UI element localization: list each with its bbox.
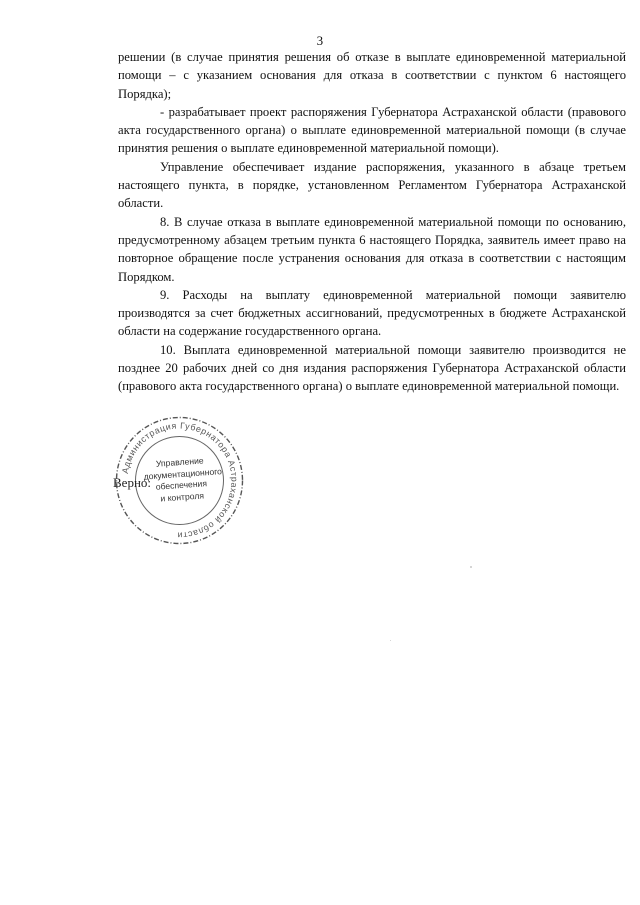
paragraph-continuation: решении (в случае принятия решения об отказе в выплате единовременной материальной помощи – с указанием основания для отказа в соответствии с пунктом 6 настоящего Порядка); <box>118 50 626 101</box>
paragraph-draft-order: - разрабатывает проект распоряжения Губернатора Астраханской области (правового акта государственного органа) о выплате единовременной материальной помощи (в случае принятия решения о выплате единовременной материальной помощи). <box>118 104 626 156</box>
stamp-line-1: Управление <box>155 455 204 469</box>
verno-label: Верно: <box>113 475 152 490</box>
paragraph-item-9: 9. Расходы на выплату единовременной материальной помощи заявителю производятся за счет бюджетных ассигнований, предусмотренных в бюджете Астраханской области на содержание государственного органа. <box>118 287 626 339</box>
paragraph-department-issues: Управление обеспечивает издание распоряжения, указанного в абзаце третьем настоящего пункта, в порядке, установленном Регламентом Губернатора Астраханской области. <box>118 159 626 211</box>
scan-speck <box>470 566 472 568</box>
paragraph-item-10: 10. Выплата единовременной материальной помощи заявителю производится не позднее 20 рабочих дней со дня издания распоряжения Губернатора Астраханской области (правового акта государственного органа) о выплате единовременной материальной помощи. <box>118 342 626 394</box>
stamp-center-text <box>142 454 223 505</box>
stamp-line-4: и контроля <box>160 490 205 504</box>
stamp-line-2: документационного <box>143 465 223 482</box>
document-body <box>118 48 626 396</box>
stamp-ring-text: Администрация Губернатора Астраханской области <box>119 420 240 541</box>
page-number: 3 <box>316 33 324 48</box>
stamp-line-3: обеспечения <box>155 478 208 492</box>
scan-speck <box>390 640 391 641</box>
paragraph-item-8: 8. В случае отказа в выплате единовременной материальной помощи по основанию, предусмотренному абзацем третьим пункта 6 настоящего Порядка, заявитель имеет право на повторное обращение после устранения основания для отказа в соответствии с настоящим Порядком. <box>118 214 626 284</box>
